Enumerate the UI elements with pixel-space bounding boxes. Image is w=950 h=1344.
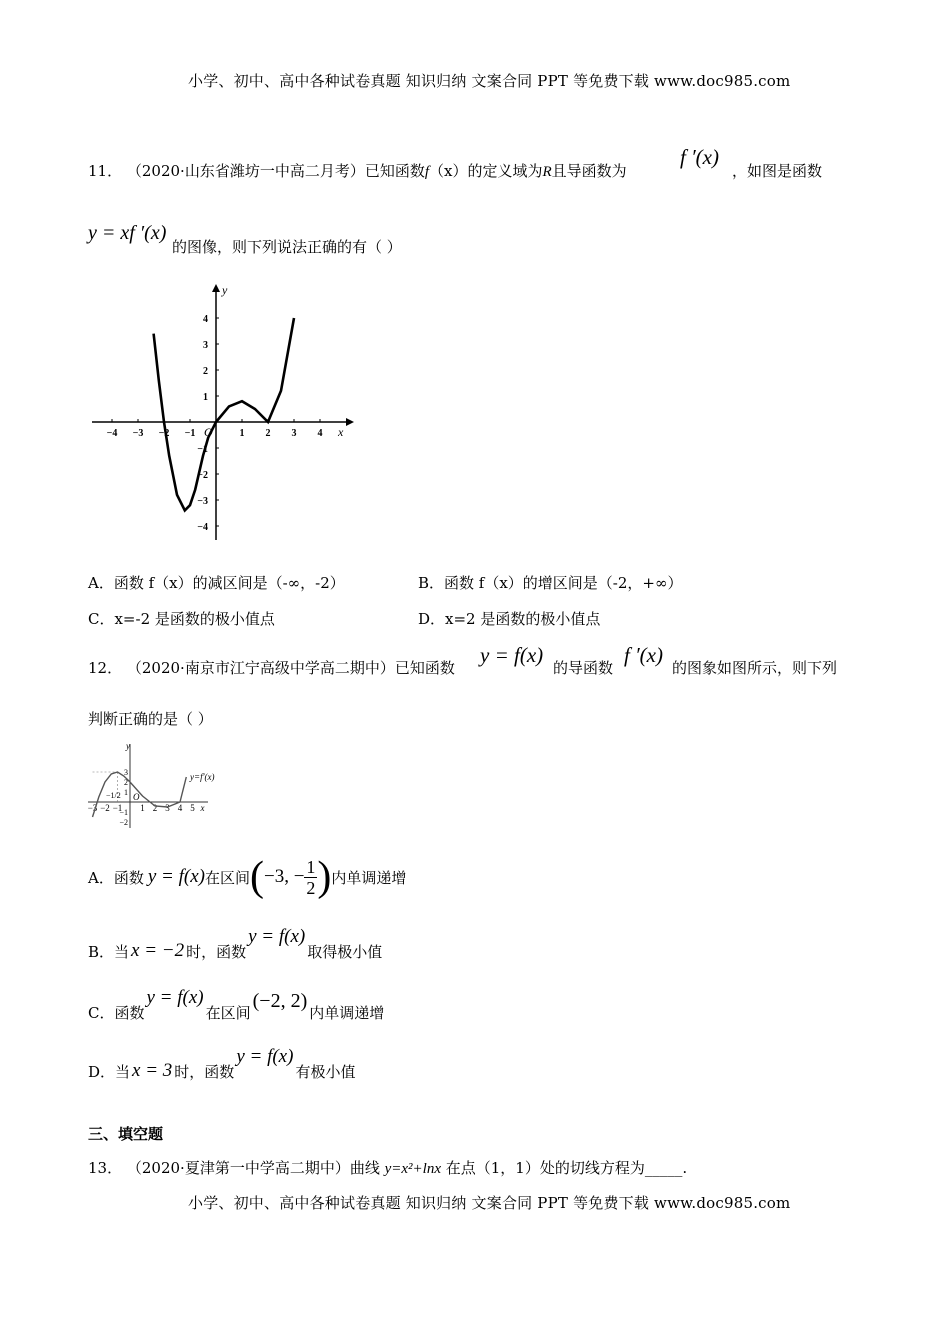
y-tick-label: −1 xyxy=(197,444,208,455)
q11-source: （2020·山东省潍坊一中高二月考）已知函数 xyxy=(126,162,425,180)
q12-opt-a-post: 内单调递增 xyxy=(331,868,407,887)
q12-opt-c-interval: (−2, 2) xyxy=(252,990,308,1012)
q12-opt-a-num: 1 xyxy=(306,856,316,877)
q12-opt-d-fx: y = f(x) xyxy=(236,1046,294,1067)
x-tick-label: −1 xyxy=(112,803,123,813)
y-tick-label: −2 xyxy=(197,470,208,481)
q11-option-c: C．x=-2 是函数的极小值点 xyxy=(88,610,275,628)
q11-fprime: f ′(x) xyxy=(680,145,719,169)
q12-opt-b-pre: B．当 xyxy=(88,943,130,961)
q13-text-post: 在点（1，1）处的切线方程为_____. xyxy=(440,1159,688,1177)
q12-graph-ylabel: y xyxy=(126,741,130,751)
q11-option-d: D．x=2 是函数的极小值点 xyxy=(418,610,601,628)
q11-line1 xyxy=(88,160,627,181)
q12-option-d xyxy=(88,1046,356,1082)
q12-opt-b-fx: y = f(x) xyxy=(248,926,306,947)
q11-graph-ylabel: y xyxy=(222,283,228,297)
q12-opt-a-interval-left: −3, − xyxy=(263,866,305,887)
q12-graph-half-label: −1/2 xyxy=(106,791,121,800)
q12-line2: 判断正确的是（ ） xyxy=(88,710,213,728)
q12-opt-a-lparen: ( xyxy=(249,854,264,900)
x-tick-label: −1 xyxy=(184,428,196,439)
y-tick-label: 1 xyxy=(124,788,128,797)
q11-fx-paren: （x） xyxy=(429,162,468,180)
x-tick-label: 3 xyxy=(291,428,297,439)
x-tick-label: 3 xyxy=(165,803,170,813)
q12-opt-a-fx: y = f(x) xyxy=(147,866,205,887)
x-tick-label: 1 xyxy=(140,803,145,813)
x-tick-label: 2 xyxy=(152,803,158,813)
q12-graph-origin: O xyxy=(133,792,140,802)
q11-deriv-text: 且导函数为 xyxy=(551,162,627,180)
q11-domain-text: 的定义域为 xyxy=(467,162,543,180)
x-tick-label: −2 xyxy=(158,428,170,439)
q12-opt-b-x: x = −2 xyxy=(131,940,185,961)
q12-number: 12． xyxy=(88,659,123,677)
q12-opt-a-rparen: ) xyxy=(317,854,332,900)
q12-fprime: f ′(x) xyxy=(624,643,663,667)
q12-opt-c-mid: 在区间 xyxy=(205,1004,251,1022)
q12-opt-d-pre: D．当 xyxy=(88,1063,131,1081)
q11-y-expr: y = xf ′(x) xyxy=(88,222,167,244)
q12-graph xyxy=(86,740,236,832)
y-tick-label: −3 xyxy=(197,496,208,507)
q12-opt-d-x: x = 3 xyxy=(132,1060,173,1081)
q11-line2-tail: 的图像，则下列说法正确的有（ ） xyxy=(172,238,402,256)
q12-option-b xyxy=(88,926,383,962)
page-footer: 小学、初中、高中各种试卷真题 知识归纳 文案合同 PPT 等免费下载 www.doc985.com xyxy=(188,1194,791,1212)
q12-opt-a-frac xyxy=(304,857,317,898)
q11-number: 11． xyxy=(88,162,123,180)
page-header: 小学、初中、高中各种试卷真题 知识归纳 文案合同 PPT 等免费下载 www.doc985.com xyxy=(188,72,791,90)
q12-opt-c-fx: y = f(x) xyxy=(146,987,204,1008)
q12-opt-b-mid: 时，函数 xyxy=(186,943,247,961)
y-tick-label: 4 xyxy=(203,314,208,325)
q12-opt-b-post: 取得极小值 xyxy=(307,943,383,961)
q11-graph-origin: O xyxy=(204,425,213,439)
q12-option-c xyxy=(88,987,385,1023)
q11-graph-curve xyxy=(154,318,294,510)
q12-option-a xyxy=(88,852,406,902)
y-tick-label: −1 xyxy=(119,808,128,817)
q12-line1 xyxy=(88,657,455,678)
y-tick-label: 2 xyxy=(203,366,208,377)
x-tick-label: −2 xyxy=(100,803,110,813)
x-tick-label: −3 xyxy=(87,803,98,813)
q11-tail: ，如图是函数 xyxy=(732,162,823,180)
q12-graph-ticks xyxy=(88,768,196,827)
y-tick-label: 3 xyxy=(203,340,208,351)
q12-mid: 的导函数 xyxy=(553,659,614,677)
q12-opt-d-post: 有极小值 xyxy=(295,1063,356,1081)
q12-opt-a-den: 2 xyxy=(306,877,316,898)
q12-opt-a-interval-pre: 在区间 xyxy=(204,868,250,887)
q13-text-pre: （2020·夏津第一中学高二期中）曲线 xyxy=(126,1159,385,1177)
y-tick-label: −2 xyxy=(119,818,128,827)
y-tick-label: 3 xyxy=(124,768,128,777)
q11-graph xyxy=(88,282,358,544)
q12-opt-c-pre: C．函数 xyxy=(88,1004,145,1022)
y-tick-label: 2 xyxy=(124,778,128,787)
q12-source: （2020·南京市江宁高级中学高二期中）已知函数 xyxy=(126,659,455,677)
x-tick-label: 4 xyxy=(317,428,323,439)
q12-opt-a-pre: A．函数 xyxy=(88,868,144,887)
x-tick-label: 4 xyxy=(177,803,183,813)
x-tick-label: 5 xyxy=(190,803,195,813)
q12-opt-d-mid: 时，函数 xyxy=(174,1063,235,1081)
q13-number: 13． xyxy=(88,1159,123,1177)
x-tick-label: 2 xyxy=(265,428,271,439)
y-axis-arrow xyxy=(212,284,220,292)
q12-graph-axes xyxy=(88,744,208,828)
x-tick-label: 1 xyxy=(239,428,245,439)
q11-R: R xyxy=(542,164,552,180)
x-axis-arrow xyxy=(346,418,354,426)
q12-graph-series-label: y=f′(x) xyxy=(190,772,215,782)
q11-option-b: B．函数 f（x）的增区间是（-2，+∞） xyxy=(418,574,683,592)
q13-line xyxy=(88,1157,687,1178)
q12-y-fx: y = f(x) xyxy=(480,643,544,667)
y-tick-label: 1 xyxy=(203,392,208,403)
q12-tail: 的图象如图所示，则下列 xyxy=(672,659,838,677)
q13-eq: y=x²+lnx xyxy=(384,1161,441,1177)
y-tick-label: −4 xyxy=(197,522,208,533)
x-tick-label: −4 xyxy=(106,428,118,439)
q12-opt-c-post: 内单调递增 xyxy=(309,1004,385,1022)
x-tick-label: −3 xyxy=(132,428,144,439)
section-title-fill-in: 三、填空题 xyxy=(88,1125,164,1143)
q12-graph-xlabel: x xyxy=(200,803,205,813)
q11-f: f xyxy=(424,164,429,180)
q11-option-a: A．函数 f（x）的减区间是（-∞，-2） xyxy=(88,574,345,592)
q11-graph-xlabel: x xyxy=(338,425,344,439)
